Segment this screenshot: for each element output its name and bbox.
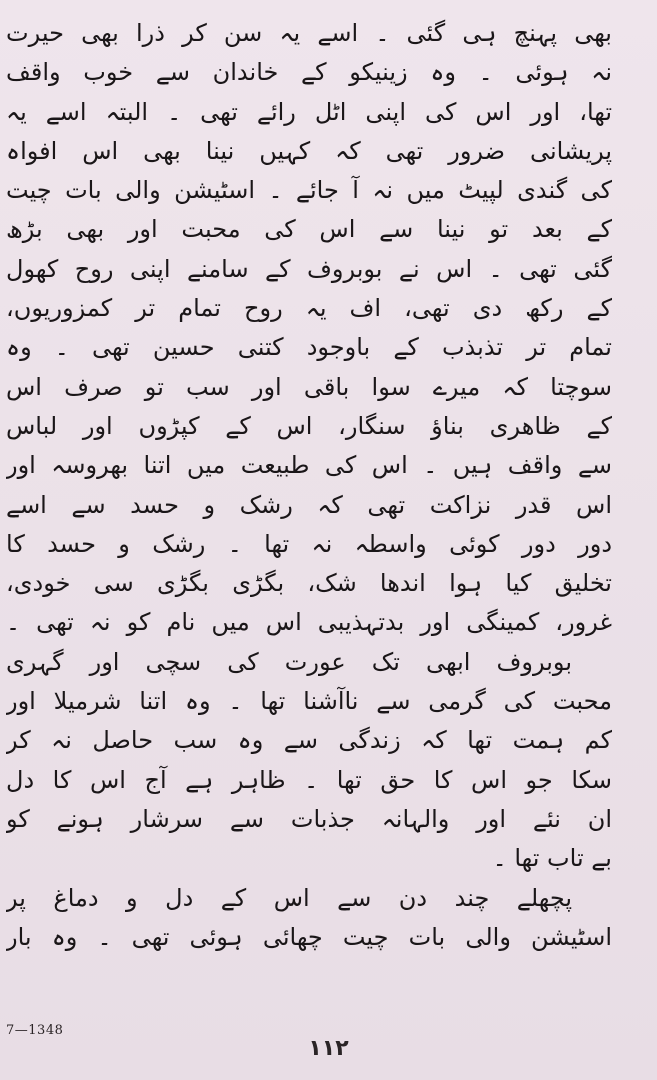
text-line-4: پریشانی ضرور تھی کہ کہیں نینا بھی اس افواہ [6, 136, 612, 165]
text-line-16: غرور، کمینگی اور بدتہذیبی اس میں نام کو نہ تھی ۔ [6, 608, 612, 637]
body-text [6, 14, 612, 957]
text-line-19: کم ہمت تھا کہ زندگی سے وہ سب حاصل نہ کر [6, 726, 612, 755]
text-line-14: دور دور کوئی واسطہ نہ تھا ۔ رشک و حسد کا [6, 529, 612, 558]
text-line-20: سکا جو اس کا حق تھا ۔ ظاہر ہے آج اس کا دل [6, 765, 612, 794]
text-line-23: پچھلے چند دن سے اس کے دل و دماغ پر [6, 883, 572, 912]
text-line-6: کے بعد تو نینا سے اس کی محبت اور بھی بڑھ [6, 215, 612, 244]
signature-mark: 7—1348 [6, 1023, 64, 1038]
text-line-9: تمام تر تذبذب کے باوجود کتنی حسین تھی ۔ وہ [6, 333, 612, 362]
text-line-15: تخلیق کیا ہوا اندھا شک، بگڑی بگڑی سی خودی، [6, 569, 612, 598]
text-line-2: نہ ہوئی ۔ وہ زینیکو کے خاندان سے خوب واقف [6, 58, 612, 87]
text-line-17: بوبروف ابھی تک عورت کی سچی اور گہری [6, 647, 572, 676]
page-number: ۱۱۲ [308, 1036, 349, 1061]
text-line-21: ان نئے اور والہانہ جذبات سے سرشار ہونے کو [6, 804, 612, 833]
text-line-18: محبت کی گرمی سے ناآشنا تھا ۔ وہ اتنا شرمیلا اور [6, 687, 612, 716]
text-line-13: اس قدر نزاکت تھی کہ رشک و حسد سے اسے [6, 490, 612, 519]
text-line-5: کی گندی لپیٹ میں نہ آ جائے ۔ اسٹیشن والی بات چیت [6, 176, 612, 205]
text-line-7: گئی تھی ۔ اس نے بوبروف کے سامنے اپنی روح کھول [6, 254, 612, 283]
text-line-3: تھا، اور اس کی اپنی اٹل رائے تھی ۔ البتہ اسے یہ [6, 97, 612, 126]
text-line-11: کے ظاهری بناؤ سنگار، اس کے کپڑوں اور لباس [6, 411, 612, 440]
text-line-10: سوچتا کہ میرے سوا باقی اور سب تو صرف اس [6, 372, 612, 401]
text-line-12: سے واقف ہیں ۔ اس کی طبیعت میں اتنا بھروسہ اور [6, 451, 612, 480]
text-line-24: اسٹیشن والی بات چیت چھائی ہوئی تھی ۔ وہ بار [6, 922, 612, 951]
text-line-1: بھی پہنچ ہی گئی ۔ اسے یہ سن کر ذرا بھی حیرت [6, 19, 612, 47]
text-line-22: بے تاب تھا ۔ [492, 844, 612, 873]
text-line-8: کے رکھ دی تھی، اف یہ روح تمام تر کمزوریوں، [6, 294, 612, 323]
